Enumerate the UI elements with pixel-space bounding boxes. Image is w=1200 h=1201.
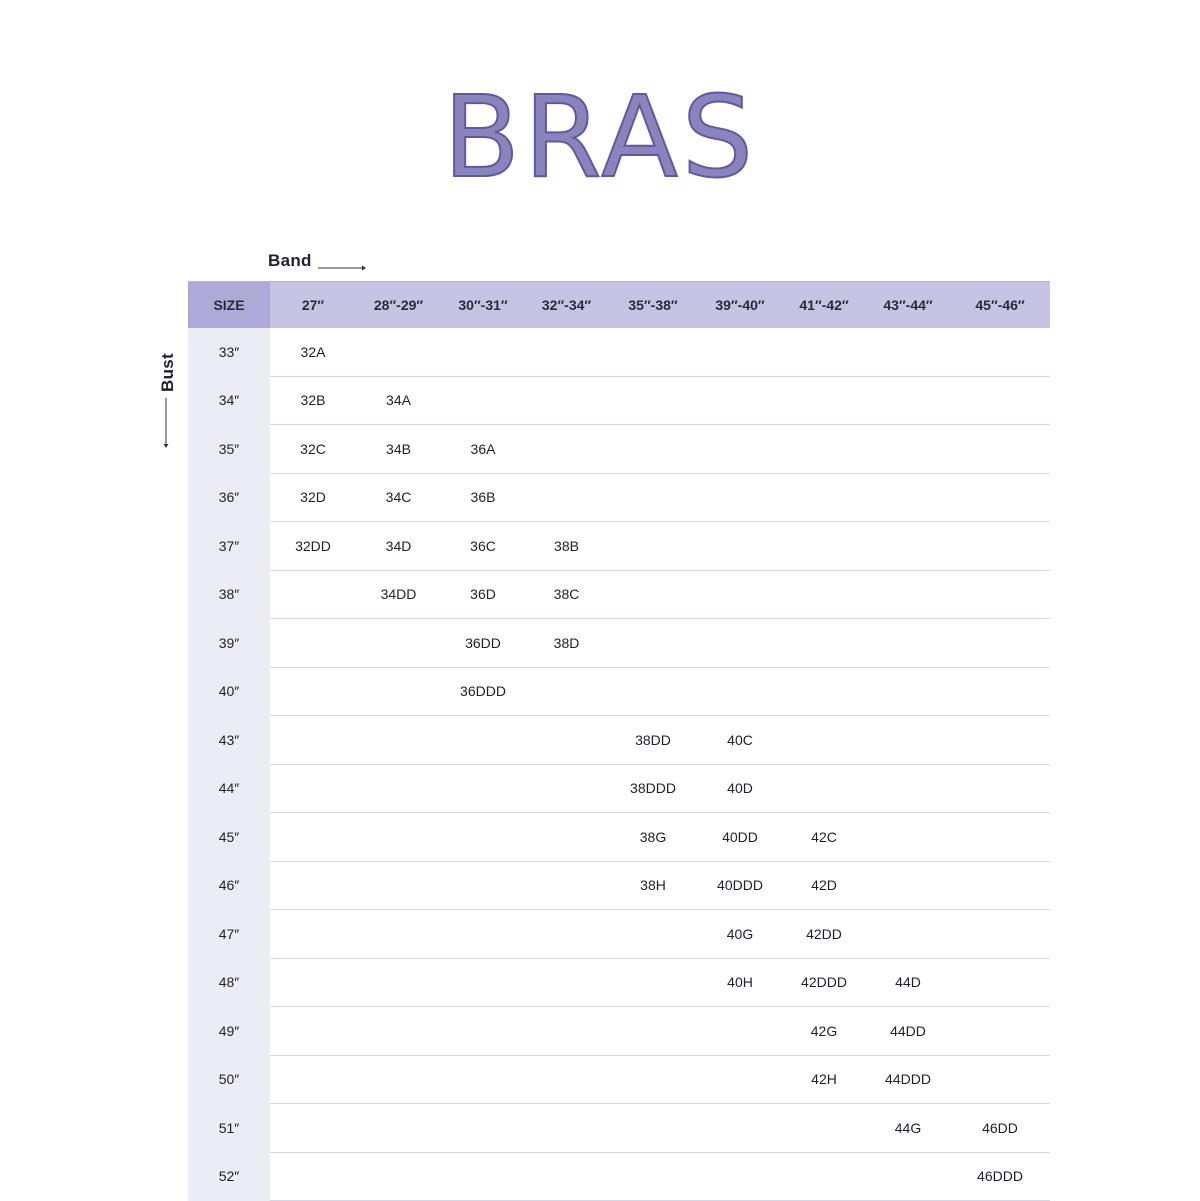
bra-size-cell — [270, 1104, 356, 1153]
band-column-header: 43″-44″ — [866, 282, 950, 329]
bust-size-cell: 35″ — [188, 425, 270, 474]
bust-size-cell: 40″ — [188, 667, 270, 716]
bra-size-cell — [608, 1007, 698, 1056]
bra-size-cell — [270, 861, 356, 910]
bra-size-cell — [525, 667, 608, 716]
bra-size-cell — [525, 1152, 608, 1201]
bra-size-cell — [356, 1152, 441, 1201]
bust-size-cell: 38″ — [188, 570, 270, 619]
bra-size-cell: 32DD — [270, 522, 356, 571]
table-row — [188, 667, 1050, 716]
bra-size-cell — [698, 1055, 782, 1104]
bra-size-cell: 36A — [441, 425, 525, 474]
bra-size-cell — [608, 910, 698, 959]
table-row — [188, 522, 1050, 571]
bra-size-cell — [525, 425, 608, 474]
bra-size-cell — [441, 1104, 525, 1153]
bra-size-cell — [525, 716, 608, 765]
bra-size-cell — [525, 376, 608, 425]
bra-size-cell — [782, 619, 866, 668]
bra-size-cell — [441, 1007, 525, 1056]
bust-size-cell: 51″ — [188, 1104, 270, 1153]
bra-size-cell: 42DDD — [782, 958, 866, 1007]
bra-size-cell — [608, 328, 698, 376]
bra-size-cell: 36DDD — [441, 667, 525, 716]
bra-size-cell — [782, 716, 866, 765]
bra-size-cell: 36DD — [441, 619, 525, 668]
bra-size-cell: 44DD — [866, 1007, 950, 1056]
bra-size-cell — [950, 958, 1050, 1007]
bra-size-cell: 40G — [698, 910, 782, 959]
band-column-header: 35″-38″ — [608, 282, 698, 329]
band-column-header: 27″ — [270, 282, 356, 329]
bra-size-cell — [782, 667, 866, 716]
bra-size-cell — [270, 570, 356, 619]
bust-size-cell: 43″ — [188, 716, 270, 765]
bra-size-cell — [866, 328, 950, 376]
header-row — [188, 282, 1050, 329]
table-row — [188, 570, 1050, 619]
bra-size-cell — [866, 570, 950, 619]
bra-size-cell — [782, 425, 866, 474]
bra-size-cell — [866, 910, 950, 959]
size-column-header: SIZE — [188, 282, 270, 329]
bra-size-cell — [782, 522, 866, 571]
band-column-header: 39″-40″ — [698, 282, 782, 329]
bra-size-cell: 40D — [698, 764, 782, 813]
bra-size-cell: 34C — [356, 473, 441, 522]
bra-size-cell — [356, 910, 441, 959]
bra-size-cell — [866, 425, 950, 474]
table-row — [188, 376, 1050, 425]
bust-size-cell: 44″ — [188, 764, 270, 813]
bra-size-cell — [782, 376, 866, 425]
table-row — [188, 764, 1050, 813]
table-row — [188, 910, 1050, 959]
bra-size-cell: 36D — [441, 570, 525, 619]
bra-size-cell — [866, 764, 950, 813]
bust-size-cell: 39″ — [188, 619, 270, 668]
bra-size-cell — [608, 425, 698, 474]
bra-size-cell — [698, 522, 782, 571]
bra-size-cell — [608, 1104, 698, 1153]
bra-size-cell — [270, 958, 356, 1007]
table-row — [188, 861, 1050, 910]
bra-size-cell: 38B — [525, 522, 608, 571]
bra-size-cell — [950, 764, 1050, 813]
bra-size-cell: 46DDD — [950, 1152, 1050, 1201]
bra-size-cell — [698, 619, 782, 668]
bra-size-cell — [356, 667, 441, 716]
arrow-right-icon — [318, 264, 366, 272]
bra-size-cell — [950, 813, 1050, 862]
bust-size-cell: 52″ — [188, 1152, 270, 1201]
bra-size-cell: 40DDD — [698, 861, 782, 910]
bra-size-cell — [441, 764, 525, 813]
bra-size-cell: 42D — [782, 861, 866, 910]
bust-size-cell: 46″ — [188, 861, 270, 910]
bust-size-cell: 48″ — [188, 958, 270, 1007]
bra-size-cell: 38H — [608, 861, 698, 910]
bra-size-cell — [608, 958, 698, 1007]
bust-size-cell: 37″ — [188, 522, 270, 571]
bra-size-chart — [188, 281, 1050, 1201]
bra-size-cell — [782, 1152, 866, 1201]
bust-size-cell: 49″ — [188, 1007, 270, 1056]
bra-size-cell — [441, 910, 525, 959]
bra-size-cell — [698, 1152, 782, 1201]
bra-size-cell: 34B — [356, 425, 441, 474]
bra-size-cell — [270, 1007, 356, 1056]
table-row — [188, 473, 1050, 522]
bra-size-cell — [356, 813, 441, 862]
bra-size-cell — [698, 570, 782, 619]
bra-size-cell — [698, 376, 782, 425]
bra-size-cell: 40H — [698, 958, 782, 1007]
bra-size-cell — [441, 958, 525, 1007]
bra-size-cell: 44D — [866, 958, 950, 1007]
bust-size-cell: 45″ — [188, 813, 270, 862]
bra-size-cell — [270, 764, 356, 813]
bra-size-cell: 38C — [525, 570, 608, 619]
bra-size-cell — [525, 764, 608, 813]
table-row — [188, 1007, 1050, 1056]
bra-size-cell: 32B — [270, 376, 356, 425]
bra-size-cell — [950, 328, 1050, 376]
bra-size-cell — [525, 910, 608, 959]
bra-size-cell — [866, 667, 950, 716]
bra-size-cell — [525, 328, 608, 376]
bra-size-cell — [356, 764, 441, 813]
bra-size-cell: 34DD — [356, 570, 441, 619]
chart-body — [188, 328, 1050, 1201]
bra-size-cell: 38D — [525, 619, 608, 668]
bra-size-cell — [866, 376, 950, 425]
bra-size-cell — [950, 376, 1050, 425]
table-row — [188, 958, 1050, 1007]
bra-size-cell — [608, 570, 698, 619]
page-title: BRAS — [443, 73, 757, 203]
bra-size-cell: 38DD — [608, 716, 698, 765]
bra-size-cell — [270, 619, 356, 668]
band-column-header: 41″-42″ — [782, 282, 866, 329]
bra-size-cell — [525, 473, 608, 522]
bra-size-cell: 44G — [866, 1104, 950, 1153]
bra-size-cell: 34A — [356, 376, 441, 425]
bra-size-cell: 44DDD — [866, 1055, 950, 1104]
bra-size-cell — [698, 328, 782, 376]
bust-size-cell: 36″ — [188, 473, 270, 522]
bra-size-cell — [698, 667, 782, 716]
bust-axis-label: Bust — [158, 353, 177, 392]
bra-size-cell — [866, 473, 950, 522]
bra-size-cell — [441, 1152, 525, 1201]
bra-size-cell — [356, 958, 441, 1007]
bra-size-cell — [608, 522, 698, 571]
bust-size-cell: 33″ — [188, 328, 270, 376]
bra-size-cell — [608, 376, 698, 425]
table-row — [188, 619, 1050, 668]
bra-size-cell — [950, 667, 1050, 716]
table-row — [188, 425, 1050, 474]
bra-size-cell: 34D — [356, 522, 441, 571]
bra-size-cell — [525, 1007, 608, 1056]
bra-size-cell: 38G — [608, 813, 698, 862]
bra-size-cell — [441, 813, 525, 862]
bra-size-cell — [782, 1104, 866, 1153]
bust-size-cell: 50″ — [188, 1055, 270, 1104]
bust-size-cell: 47″ — [188, 910, 270, 959]
bra-size-cell — [441, 861, 525, 910]
bra-size-cell — [698, 473, 782, 522]
bra-size-cell — [866, 861, 950, 910]
arrow-down-icon — [161, 398, 171, 448]
bra-size-cell — [356, 328, 441, 376]
bra-size-cell: 42DD — [782, 910, 866, 959]
bra-size-cell — [950, 522, 1050, 571]
bra-size-cell — [950, 1055, 1050, 1104]
bra-size-cell — [866, 813, 950, 862]
bra-size-cell — [950, 910, 1050, 959]
bra-size-cell — [270, 1152, 356, 1201]
bra-size-cell — [525, 813, 608, 862]
bra-size-cell — [356, 861, 441, 910]
bra-size-cell — [950, 570, 1050, 619]
bra-size-cell — [866, 716, 950, 765]
bra-size-cell — [866, 522, 950, 571]
bra-size-cell — [525, 1104, 608, 1153]
bra-size-cell — [608, 473, 698, 522]
bra-size-cell: 42H — [782, 1055, 866, 1104]
bra-size-cell: 36B — [441, 473, 525, 522]
bra-size-cell — [608, 667, 698, 716]
bra-size-cell — [270, 910, 356, 959]
bra-size-cell — [441, 376, 525, 425]
table-row — [188, 1152, 1050, 1201]
bra-size-cell: 36C — [441, 522, 525, 571]
bra-size-cell — [441, 1055, 525, 1104]
bra-size-cell: 32A — [270, 328, 356, 376]
bra-size-cell — [608, 1152, 698, 1201]
bra-size-cell — [782, 473, 866, 522]
bra-size-cell — [698, 425, 782, 474]
table-row — [188, 813, 1050, 862]
bra-size-cell — [950, 473, 1050, 522]
band-column-header: 32″-34″ — [525, 282, 608, 329]
bra-size-cell — [698, 1007, 782, 1056]
bra-size-cell — [950, 861, 1050, 910]
bra-size-cell — [356, 716, 441, 765]
bra-size-cell — [356, 1104, 441, 1153]
bra-size-cell: 42G — [782, 1007, 866, 1056]
bra-size-cell — [950, 716, 1050, 765]
bra-size-cell — [782, 328, 866, 376]
bra-size-cell — [608, 1055, 698, 1104]
bra-size-cell — [270, 716, 356, 765]
bra-size-cell — [270, 667, 356, 716]
bra-size-cell — [950, 1007, 1050, 1056]
bra-size-cell — [270, 1055, 356, 1104]
bra-size-cell — [525, 958, 608, 1007]
bra-size-cell — [270, 813, 356, 862]
bra-size-cell: 40DD — [698, 813, 782, 862]
table-row — [188, 1104, 1050, 1153]
table-row — [188, 1055, 1050, 1104]
bra-size-cell: 40C — [698, 716, 782, 765]
bra-size-cell — [782, 764, 866, 813]
bra-size-cell — [356, 1007, 441, 1056]
bra-size-cell — [782, 570, 866, 619]
bra-size-cell — [950, 425, 1050, 474]
bra-size-cell — [356, 619, 441, 668]
bra-size-cell — [866, 619, 950, 668]
bra-size-cell: 42C — [782, 813, 866, 862]
bra-size-cell — [950, 619, 1050, 668]
bra-size-cell — [525, 1055, 608, 1104]
bust-size-cell: 34″ — [188, 376, 270, 425]
band-column-header: 30″-31″ — [441, 282, 525, 329]
bra-size-cell — [441, 716, 525, 765]
table-row — [188, 716, 1050, 765]
bra-size-cell — [608, 619, 698, 668]
band-column-header: 45″-46″ — [950, 282, 1050, 329]
bra-size-cell — [866, 1152, 950, 1201]
bra-size-cell — [441, 328, 525, 376]
bra-size-cell: 32D — [270, 473, 356, 522]
bra-size-cell — [525, 861, 608, 910]
band-column-header: 28″-29″ — [356, 282, 441, 329]
bra-size-cell — [698, 1104, 782, 1153]
band-axis-label: Band — [268, 251, 312, 270]
bra-size-cell — [356, 1055, 441, 1104]
bra-size-cell: 32C — [270, 425, 356, 474]
bra-size-cell: 46DD — [950, 1104, 1050, 1153]
table-row — [188, 328, 1050, 376]
bra-size-cell: 38DDD — [608, 764, 698, 813]
